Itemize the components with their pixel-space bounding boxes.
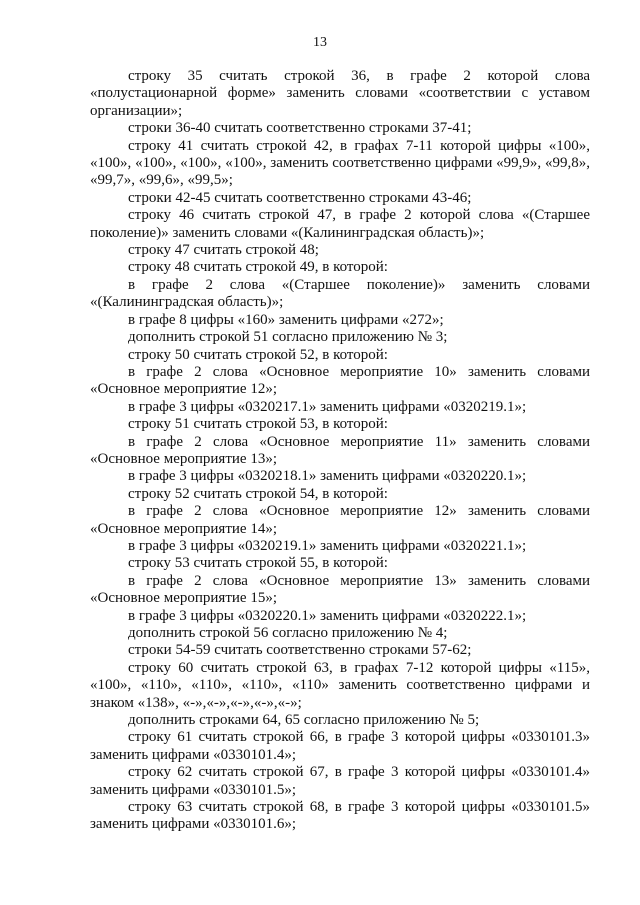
paragraph: в графе 3 цифры «0320217.1» заменить цифрами «0320219.1»; <box>128 398 527 415</box>
paragraph: строки 54-59 считать соответственно строками 57-62; <box>128 642 472 659</box>
paragraph: в графе 2 слова «Основное мероприятие 11» заменить словами «Основное мероприятие 13»; <box>90 433 590 467</box>
paragraph: дополнить строкой 51 согласно приложению № 3; <box>128 329 448 346</box>
paragraph: строку 62 считать строкой 67, в графе 3 которой цифры «0330101.4» заменить цифрами «0330101.5»; <box>90 764 590 798</box>
paragraph: в графе 2 слова «Основное мероприятие 12» заменить словами «Основное мероприятие 14»; <box>90 503 590 537</box>
paragraph: строку 47 считать строкой 48; <box>128 242 319 259</box>
paragraph: строку 63 считать строкой 68, в графе 3 которой цифры «0330101.5» заменить цифрами «0330101.6»; <box>90 799 590 833</box>
paragraph: в графе 2 слова «Основное мероприятие 13» заменить словами «Основное мероприятие 15»; <box>90 572 590 607</box>
paragraph: строку 48 считать строкой 49, в которой: <box>128 259 388 276</box>
paragraph: в графе 2 слова «Основное мероприятие 10» заменить словами «Основное мероприятие 12»; <box>90 363 590 398</box>
paragraph: строку 41 считать строкой 42, в графах 7-11 которой цифры «100», «100», «100», «100», «100», заменить соответственно цифрами «99,9», «99,8», «99,7», «99,6», «99,5»; <box>90 137 590 189</box>
paragraph: строку 50 считать строкой 52, в которой: <box>128 346 388 363</box>
paragraph: строку 52 считать строкой 54, в которой: <box>128 485 388 502</box>
paragraph: строку 35 считать строкой 36, в графе 2 которой слова «полустационарной форме» заменить словами «соответствии с уставом организации»; <box>90 68 590 119</box>
page-number: 13 <box>313 35 327 50</box>
paragraph: дополнить строками 64, 65 согласно приложению № 5; <box>128 712 480 729</box>
paragraph: строку 51 считать строкой 53, в которой: <box>128 416 388 433</box>
paragraph: в графе 3 цифры «0320218.1» заменить цифрами «0320220.1»; <box>128 468 527 485</box>
paragraph: в графе 2 слова «(Старшее поколение)» заменить словами «(Калининградская область)»; <box>90 276 590 311</box>
paragraph: строку 60 считать строкой 63, в графах 7-12 которой цифры «115», «100», «110», «110», «110», «110» заменить соответственно цифрами и знаком «138», «-»,«-»,«-»,«-»,«-»; <box>90 659 590 711</box>
paragraph: строки 42-45 считать соответственно строками 43-46; <box>128 189 472 206</box>
paragraph: строку 53 считать строкой 55, в которой: <box>128 555 388 572</box>
paragraph: строку 46 считать строкой 47, в графе 2 которой слова «(Старшее поколение)» заменить словами «(Калининградская область)»; <box>90 207 590 241</box>
paragraph: в графе 3 цифры «0320220.1» заменить цифрами «0320222.1»; <box>128 607 527 624</box>
body-text <box>90 68 590 834</box>
paragraph: дополнить строкой 56 согласно приложению № 4; <box>128 625 448 641</box>
paragraph: строки 36-40 считать соответственно строками 37-41; <box>128 120 472 137</box>
paragraph: в графе 3 цифры «0320219.1» заменить цифрами «0320221.1»; <box>128 537 527 554</box>
paragraph: в графе 8 цифры «160» заменить цифрами «272»; <box>128 311 444 328</box>
paragraph: строку 61 считать строкой 66, в графе 3 которой цифры «0330101.3» заменить цифрами «0330101.4»; <box>90 729 590 763</box>
